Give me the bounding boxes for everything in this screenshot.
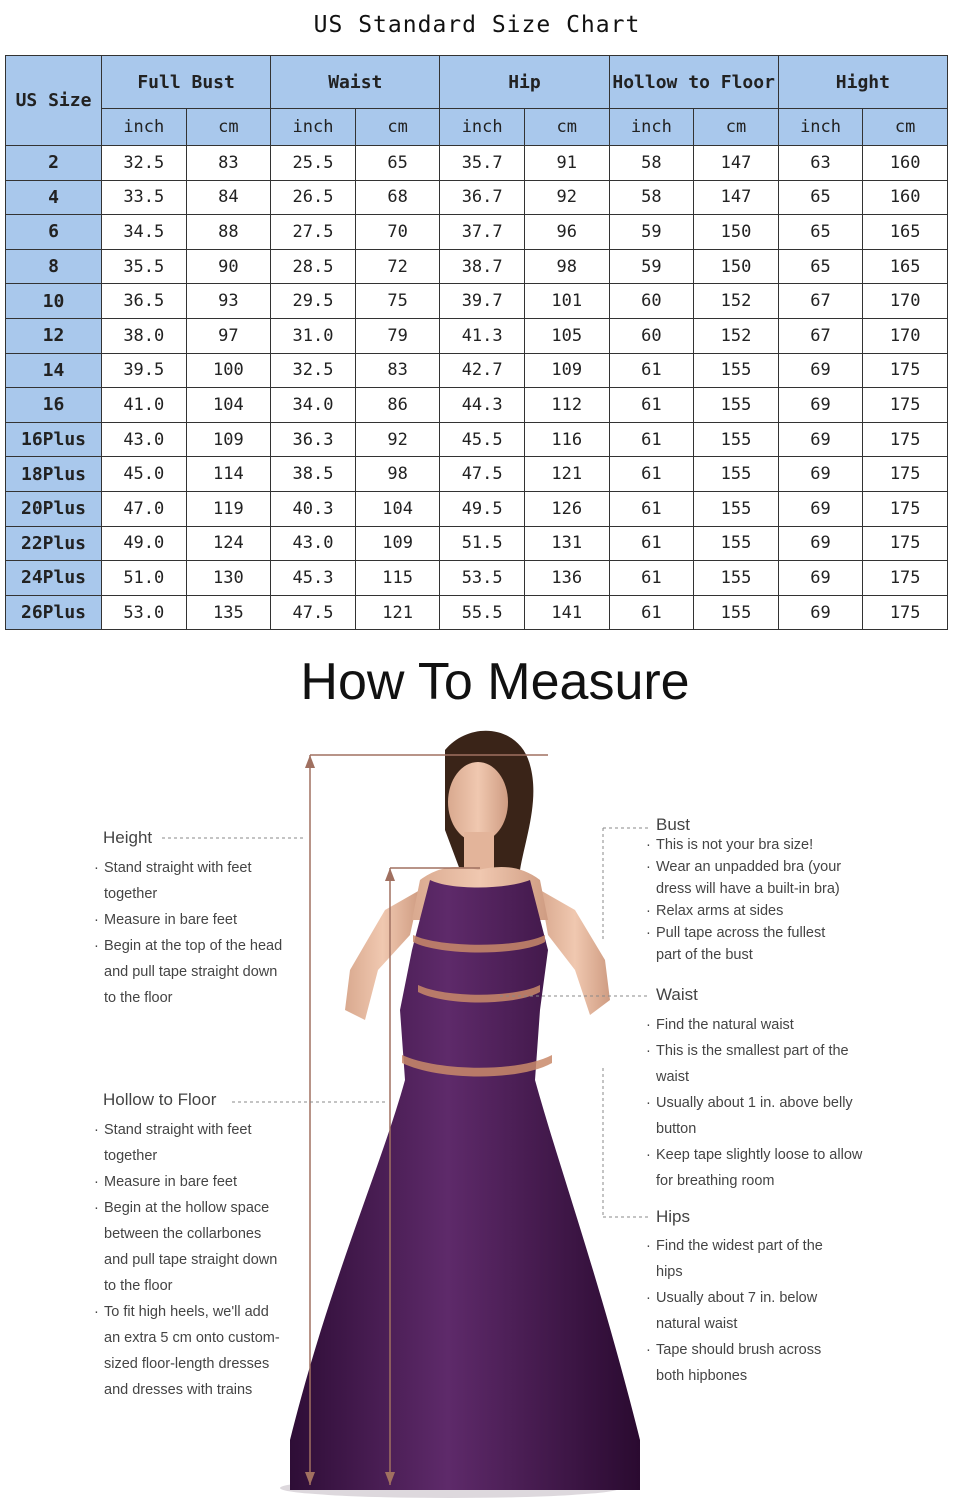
table-cell: 58: [609, 146, 694, 181]
table-cell: 112: [524, 388, 609, 423]
table-cell: 32.5: [271, 353, 356, 388]
table-cell: 90: [186, 249, 271, 284]
table-cell: 47.0: [102, 491, 187, 526]
instruction-line: · Tape should brush across: [648, 1337, 823, 1363]
instruction-line: · Usually about 1 in. above belly: [648, 1090, 862, 1116]
table-cell: 97: [186, 318, 271, 353]
table-cell: 175: [863, 457, 948, 492]
table-cell: 175: [863, 526, 948, 561]
table-cell: 155: [694, 353, 779, 388]
table-cell: 61: [609, 491, 694, 526]
unit-header: cm: [694, 109, 779, 146]
instruction-line: and dresses with trains: [104, 1382, 253, 1398]
table-cell: 45.5: [440, 422, 525, 457]
instruction-line: · Stand straight with feet: [96, 855, 282, 881]
table-cell: 155: [694, 526, 779, 561]
size-label: 10: [6, 284, 102, 319]
table-cell: 98: [355, 457, 440, 492]
instruction-line: · Measure in bare feet: [96, 907, 282, 933]
table-cell: 61: [609, 457, 694, 492]
table-cell: 88: [186, 215, 271, 250]
size-label: 24Plus: [6, 561, 102, 596]
table-cell: 27.5: [271, 215, 356, 250]
instruction-line: · Wear an unpadded bra (your: [648, 856, 841, 878]
table-cell: 69: [778, 457, 863, 492]
table-cell: 160: [863, 180, 948, 215]
table-cell: 69: [778, 526, 863, 561]
table-cell: 61: [609, 422, 694, 457]
table-cell: 69: [778, 595, 863, 630]
group-header-hip: Hip: [440, 56, 609, 109]
instruction-line: and pull tape straight down: [104, 964, 278, 980]
table-cell: 119: [186, 491, 271, 526]
table-cell: 51.0: [102, 561, 187, 596]
table-cell: 40.3: [271, 491, 356, 526]
table-cell: 116: [524, 422, 609, 457]
table-cell: 86: [355, 388, 440, 423]
table-cell: 105: [524, 318, 609, 353]
table-cell: 47.5: [440, 457, 525, 492]
table-cell: 36.3: [271, 422, 356, 457]
table-cell: 175: [863, 491, 948, 526]
table-cell: 61: [609, 388, 694, 423]
table-row: [6, 146, 948, 181]
instruction-line: · Usually about 7 in. below: [648, 1285, 823, 1311]
table-cell: 65: [778, 249, 863, 284]
size-label: 16: [6, 388, 102, 423]
table-cell: 33.5: [102, 180, 187, 215]
instruction-line: natural waist: [656, 1316, 738, 1332]
instruction-line: dress will have a built-in bra): [656, 881, 840, 897]
table-cell: 147: [694, 146, 779, 181]
table-cell: 69: [778, 491, 863, 526]
table-cell: 58: [609, 180, 694, 215]
size-label: 14: [6, 353, 102, 388]
table-cell: 43.0: [271, 526, 356, 561]
table-cell: 69: [778, 422, 863, 457]
table-cell: 155: [694, 561, 779, 596]
group-header-waist: Waist: [271, 56, 440, 109]
hips-heading: Hips: [656, 1207, 691, 1226]
instruction-line: · To fit high heels, we'll add: [96, 1299, 280, 1325]
table-cell: 32.5: [102, 146, 187, 181]
table-row: [6, 284, 948, 319]
table-cell: 91: [524, 146, 609, 181]
size-label: 18Plus: [6, 457, 102, 492]
table-cell: 100: [186, 353, 271, 388]
table-cell: 69: [778, 561, 863, 596]
table-cell: 42.7: [440, 353, 525, 388]
unit-header: inch: [440, 109, 525, 146]
table-cell: 61: [609, 561, 694, 596]
group-header-hollow-to-floor: Hollow to Floor: [609, 56, 778, 109]
table-cell: 92: [355, 422, 440, 457]
table-cell: 152: [694, 318, 779, 353]
table-cell: 155: [694, 457, 779, 492]
instruction-line: together: [104, 1148, 158, 1164]
table-cell: 152: [694, 284, 779, 319]
table-cell: 31.0: [271, 318, 356, 353]
instruction-line: · Stand straight with feet: [96, 1117, 280, 1143]
table-cell: 175: [863, 561, 948, 596]
table-cell: 92: [524, 180, 609, 215]
table-cell: 60: [609, 318, 694, 353]
table-row: [6, 561, 948, 596]
table-cell: 175: [863, 353, 948, 388]
table-cell: 68: [355, 180, 440, 215]
table-cell: 29.5: [271, 284, 356, 319]
table-cell: 109: [355, 526, 440, 561]
table-cell: 75: [355, 284, 440, 319]
size-label: 12: [6, 318, 102, 353]
size-label: 2: [6, 146, 102, 181]
table-cell: 39.5: [102, 353, 187, 388]
table-row: [6, 422, 948, 457]
table-row: [6, 318, 948, 353]
table-cell: 147: [694, 180, 779, 215]
instruction-line: and pull tape straight down: [104, 1252, 278, 1268]
table-cell: 175: [863, 388, 948, 423]
table-cell: 61: [609, 595, 694, 630]
table-cell: 135: [186, 595, 271, 630]
table-cell: 35.5: [102, 249, 187, 284]
table-cell: 34.0: [271, 388, 356, 423]
table-cell: 38.5: [271, 457, 356, 492]
instruction-line: · Begin at the top of the head: [96, 933, 282, 959]
unit-header: inch: [102, 109, 187, 146]
instruction-line: an extra 5 cm onto custom-: [104, 1330, 280, 1346]
table-cell: 155: [694, 422, 779, 457]
us-size-header: US Size: [6, 56, 102, 146]
table-cell: 79: [355, 318, 440, 353]
table-cell: 165: [863, 215, 948, 250]
table-cell: 28.5: [271, 249, 356, 284]
size-label: 8: [6, 249, 102, 284]
size-label: 20Plus: [6, 491, 102, 526]
table-cell: 121: [355, 595, 440, 630]
table-cell: 41.3: [440, 318, 525, 353]
table-cell: 69: [778, 388, 863, 423]
table-cell: 41.0: [102, 388, 187, 423]
hollow-to-floor-instructions: [96, 1117, 280, 1403]
table-cell: 53.5: [440, 561, 525, 596]
how-to-measure-title: How To Measure: [300, 653, 690, 711]
bust-instructions: [648, 834, 841, 966]
instruction-line: · Measure in bare feet: [96, 1169, 280, 1195]
table-cell: 72: [355, 249, 440, 284]
instruction-line: waist: [656, 1069, 690, 1085]
size-label: 6: [6, 215, 102, 250]
table-row: [6, 180, 948, 215]
table-cell: 121: [524, 457, 609, 492]
unit-header: cm: [186, 109, 271, 146]
instruction-line: · Pull tape across the fullest: [648, 922, 841, 944]
table-cell: 63: [778, 146, 863, 181]
group-header-hight: Hight: [778, 56, 947, 109]
table-cell: 150: [694, 249, 779, 284]
table-row: [6, 215, 948, 250]
instruction-line: · This is not your bra size!: [648, 834, 841, 856]
instruction-line: together: [104, 886, 158, 902]
table-cell: 60: [609, 284, 694, 319]
hips-instructions: [648, 1233, 823, 1389]
table-row: [6, 353, 948, 388]
table-cell: 61: [609, 526, 694, 561]
instruction-line: · Relax arms at sides: [648, 900, 841, 922]
instruction-line: both hipbones: [656, 1368, 748, 1384]
instruction-line: to the floor: [104, 990, 173, 1006]
table-cell: 126: [524, 491, 609, 526]
waist-instructions: [648, 1012, 862, 1194]
table-cell: 141: [524, 595, 609, 630]
table-row: [6, 491, 948, 526]
table-row: [6, 526, 948, 561]
instruction-line: sized floor-length dresses: [104, 1356, 270, 1372]
table-cell: 36.5: [102, 284, 187, 319]
table-cell: 131: [524, 526, 609, 561]
instruction-line: · Find the natural waist: [648, 1012, 862, 1038]
table-cell: 59: [609, 215, 694, 250]
bust-heading: Bust: [656, 815, 691, 834]
hollow-to-floor-heading: Hollow to Floor: [103, 1090, 217, 1109]
table-cell: 155: [694, 491, 779, 526]
instruction-line: · Begin at the hollow space: [96, 1195, 280, 1221]
instruction-line: · Keep tape slightly loose to allow: [648, 1142, 862, 1168]
table-row: [6, 388, 948, 423]
table-row: [6, 249, 948, 284]
table-cell: 175: [863, 595, 948, 630]
table-cell: 65: [778, 180, 863, 215]
table-cell: 69: [778, 353, 863, 388]
table-cell: 83: [355, 353, 440, 388]
table-cell: 36.7: [440, 180, 525, 215]
table-cell: 49.0: [102, 526, 187, 561]
table-cell: 65: [355, 146, 440, 181]
table-cell: 38.7: [440, 249, 525, 284]
table-cell: 96: [524, 215, 609, 250]
table-cell: 175: [863, 422, 948, 457]
table-cell: 37.7: [440, 215, 525, 250]
size-label: 26Plus: [6, 595, 102, 630]
instruction-line: to the floor: [104, 1278, 173, 1294]
table-cell: 59: [609, 249, 694, 284]
table-row: [6, 595, 948, 630]
size-chart-table: [5, 55, 948, 630]
table-cell: 170: [863, 284, 948, 319]
table-cell: 67: [778, 284, 863, 319]
table-cell: 93: [186, 284, 271, 319]
table-cell: 150: [694, 215, 779, 250]
unit-header: cm: [524, 109, 609, 146]
table-cell: 43.0: [102, 422, 187, 457]
table-cell: 55.5: [440, 595, 525, 630]
table-cell: 25.5: [271, 146, 356, 181]
group-header-full-bust: Full Bust: [102, 56, 271, 109]
table-cell: 47.5: [271, 595, 356, 630]
table-cell: 136: [524, 561, 609, 596]
table-cell: 104: [186, 388, 271, 423]
table-row: [6, 457, 948, 492]
unit-header: inch: [609, 109, 694, 146]
table-cell: 49.5: [440, 491, 525, 526]
table-cell: 104: [355, 491, 440, 526]
table-cell: 44.3: [440, 388, 525, 423]
size-label: 4: [6, 180, 102, 215]
size-label: 22Plus: [6, 526, 102, 561]
table-cell: 39.7: [440, 284, 525, 319]
instruction-line: · This is the smallest part of the: [648, 1038, 862, 1064]
table-cell: 101: [524, 284, 609, 319]
table-cell: 114: [186, 457, 271, 492]
table-cell: 34.5: [102, 215, 187, 250]
instruction-line: button: [656, 1121, 697, 1137]
table-cell: 115: [355, 561, 440, 596]
height-heading: Height: [103, 828, 153, 847]
table-cell: 109: [186, 422, 271, 457]
table-cell: 45.0: [102, 457, 187, 492]
table-cell: 130: [186, 561, 271, 596]
height-instructions: [96, 855, 282, 1011]
unit-header: inch: [778, 109, 863, 146]
table-cell: 53.0: [102, 595, 187, 630]
table-cell: 124: [186, 526, 271, 561]
instruction-line: part of the bust: [656, 947, 753, 963]
table-cell: 165: [863, 249, 948, 284]
table-cell: 84: [186, 180, 271, 215]
instruction-line: · Find the widest part of the: [648, 1233, 823, 1259]
table-cell: 70: [355, 215, 440, 250]
instruction-line: between the collarbones: [104, 1226, 262, 1242]
table-cell: 109: [524, 353, 609, 388]
table-cell: 35.7: [440, 146, 525, 181]
table-cell: 83: [186, 146, 271, 181]
table-cell: 67: [778, 318, 863, 353]
instruction-line: for breathing room: [656, 1173, 775, 1189]
table-cell: 170: [863, 318, 948, 353]
instruction-line: hips: [656, 1264, 683, 1280]
table-cell: 51.5: [440, 526, 525, 561]
table-cell: 38.0: [102, 318, 187, 353]
size-label: 16Plus: [6, 422, 102, 457]
table-cell: 160: [863, 146, 948, 181]
table-cell: 155: [694, 388, 779, 423]
table-cell: 98: [524, 249, 609, 284]
table-cell: 155: [694, 595, 779, 630]
unit-header: cm: [863, 109, 948, 146]
unit-header: inch: [271, 109, 356, 146]
table-cell: 61: [609, 353, 694, 388]
table-cell: 45.3: [271, 561, 356, 596]
table-cell: 26.5: [271, 180, 356, 215]
table-cell: 65: [778, 215, 863, 250]
unit-header: cm: [355, 109, 440, 146]
waist-heading: Waist: [656, 985, 698, 1004]
chart-title: US Standard Size Chart: [313, 12, 641, 38]
